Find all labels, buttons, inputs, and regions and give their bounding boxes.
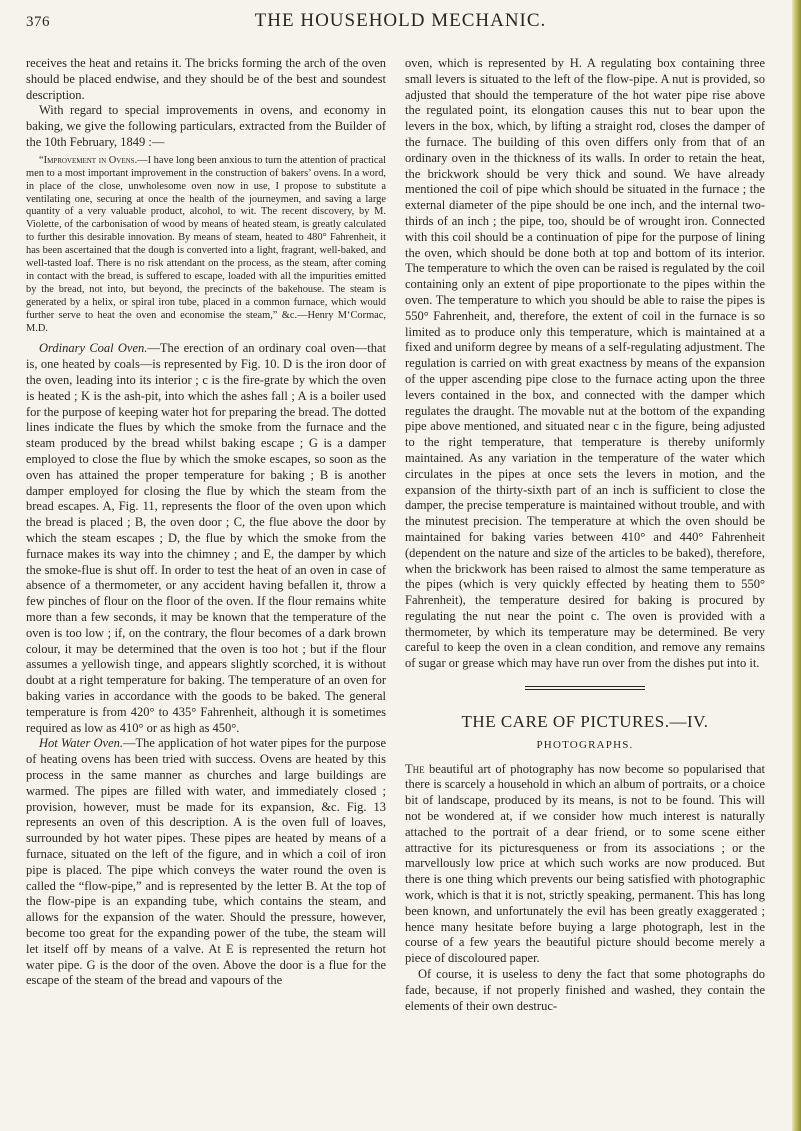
hot-water-oven-heading: Hot Water Oven. <box>39 736 124 751</box>
coal-oven-heading: Ordinary Coal Oven. <box>39 341 148 356</box>
running-head: THE HOUSEHOLD MECHANIC. <box>254 10 547 31</box>
special-improvements-paragraph: With regard to special improvements in ovens, and economy in baking, we give the following particulars, extracted from the Builder of the 10th February, 1849 :— <box>26 103 386 149</box>
photographs-body: beautiful art of photography has now become so popularised that there is scarcely a household in which an album of portraits, or a choice bit of landscape, produced by its means, is not to be found. This will not be wondered at, if we consider how much interest is naturally attached to the portrait of a dear friend, or to some scene either attractive for its picturesqueness or from its associations ; or the marvellously low price at which such works are now produced. But there is one thing which prevents our being satisfied with photographic work, which is that it is not, strictly speaking, permanent. This has long been known, and unfortunately the evil has been greatly exaggerated ; hence many hesitate before buying a large photograph, lest in the course of a few years the beautiful picture should become merely a piece of discoloured paper. <box>405 761 765 966</box>
photographs-paragraph <box>405 762 765 967</box>
hot-water-oven-body: —The application of hot water pipes for the purpose of heating ovens has been tried with success. Ovens are heated by this process in the same manner as churches and large buildings are warmed. The pipes are filled with water, and immediately closed ; provision, however, must be made for its expansion, &c. Fig. 13 represents an oven of this description. A is the oven full of loaves, surrounded by hot water pipes. These pipes are heated by means of a furnace, situated on the left of the figure, and in which a coil of iron pipe is placed. The pipe which conveys the water round the oven is called the “flow-pipe,” and is represented by the letter B. At the top of the flow-pipe is an expanding tube, which contains the steam, and allows for the expansion of the water. Should the pressure, however, become too great for the expanding power of the tube, the steam will let itself off by means of a valve. At E is represented the return hot water pipe. G is the door of the oven. Above the door is a flue for the escape of the steam of the bread and vapours of the <box>26 736 387 988</box>
photographs-paragraph-2: Of course, it is useless to deny the fact that some photographs do fade, because, if not properly finished and washed, they contain the elements of their own destruc- <box>405 967 765 1013</box>
intro-paragraph: receives the heat and retains it. The bricks forming the arch of the oven should be placed endwise, and they should be of the best and soundest description. <box>26 56 386 102</box>
continuation-paragraph: oven, which is represented by H. A regulating box containing three small levers is situated to the left of the flow-pipe. A nut is provided, so adjusted that should the temperature of the hot water pipe rise above the regulated point, its elongation causes this nut to bear upon the levers in the box, which, by lifting a straight rod, closes the damper of the furnace. The building of this oven differs only from that of an ordinary oven in the thickness of its walls. In order to retain the heat, the brickwork should be very thick and sound. We have already mentioned the coil of pipe which should be situated in the furnace ; the external diameter of the pipe should be one inch, and the internal two-thirds of an inch ; the pipe, too, should be of wrought iron. Connected with this coil should be a continuation of pipe for the purpose of lining the oven, which should be done both at top and bottom of its interior. The temperature to which the oven can be raised is regulated by the coil containing only an extent of pipe proportionate to the pipes within the oven. The temperature to which you should be able to raise the pipes is 550° Fahrenheit, and, therefore, the extent of coil in the furnace is so limited as to produce only this temperature, which is maintained at a fixed and uniform degree by means of a self-regulating adjustment. The regulation is carried on with great exactness by means of the expansion of the upper ascending pipe close to the furnace acting upon the three levers contained in the box, and connected with the damper which regulates the draught. The movable nut at the bottom of the expanding pipe above mentioned, and situated near c in the figure, being adjusted to the right temperature, that temperature is thereby uniformly maintained. As any variation in the temperature of the water which circulates in the pipes at once sets the levers in motion, and the expansion of the thirty-sixth part of an inch is sufficient to close the damper, the precise temperature is maintained without trouble, and with the minutest precision. The temperature at which the oven should be maintained for baking varies between 410° and 440° Fahrenheit (dependent on the nature and size of the articles to be baked), therefore, when the brickwork has been raised to almost the same temperature as the pipes (which is very quickly effected by heating them to 550° Fahrenheit), the temperature desired for baking is procured by regulating the nut near the point c. The oven is provided with a thermometer, by which its temperature may be determined. Be very careful to keep the oven in a clean condition, and remove any remains of sugar or grease which may have run over from the dishes put into it. <box>405 56 765 671</box>
quote-body: —I have long been anxious to turn the attention of practical men to a most important improvement in the construction of bakers’ ovens. In a word, in place of the close, unwholesome oven now in use, I propose to substitute a ventilating one, securing at once the health of the journeymen, and saving a large quantity of a very valuable product, alcohol, to wit. The recent discovery, by M. Violette, of the carbonisation of wood by means of heated steam, is greatly calculated to further this desirable innovation. By means of steam, heated to 480° Fahrenheit, it has been ascertained that the dough is converted into a light, fragrant, well-baked, and well-tasted loaf. There is no risk attendant on the process, as the steam, after coming in contact with the bread, is suffered to escape, loaded with all the impurities emitted by the bread, not into, but beyond, the precincts of the bakehouse. The steam is generated by a helix, or spiral iron tube, placed in a common furnace, which would further serve to heat the oven and economise the steam,” &c.—Henry M‘Cormac, M.D. <box>26 154 386 334</box>
hot-water-oven-paragraph <box>26 736 386 989</box>
coal-oven-body: —The erection of an ordinary coal oven—that is, one heated by coals—is represented by Fig. 10. D is the iron door of the oven, leading into its interior ; c is the fire-grate by which the oven is heated ; K is the ash-pit, into which the ashes fall ; A is a boiler used for the purpose of keeping water hot for preparing the bread. The dotted lines indicate the flues by which the smoke from the furnace and the steam produced by the bread whilst baking escape ; G is a damper employed to close the flue by which the smoke escapes, so soon as the oven has attained the proper temperature for baking ; B is another damper employed for closing the flue by which the steam from the bread escapes. A, Fig. 11, represents the floor of the oven upon which the bread is placed ; B, the oven door ; C, the flue above the door by which the steam escapes ; D, the flue by which the smoke from the furnace makes its way into the chimney ; and E, the damper by which the smoke-flue is shut off. In order to test the heat of an oven in case of absence of a thermometer, or any accident having befallen it, throw a few pinches of flour on the floor of the oven. If the flour remains white more than a few seconds, it may be known that the temperature of the oven is too low ; if, on the contrary, the flour becomes of a dark brown colour, it may be determined that the oven is too hot ; but if the flour assumes a yellowish tinge, and appears slightly scorched, it is without doubt at a right temperature for baking. The temperature of an oven for baking varies in accordance with the goods to be baked. The general temperature is from 420° to 435° Fahrenheit, although it is sometimes required as low as 410° or as high as 450°. <box>26 341 387 735</box>
quote-heading: “Improvement in Ovens. <box>39 154 138 166</box>
left-column <box>26 56 386 989</box>
page-edge-strip <box>792 0 801 1131</box>
photographs-lead-word: The <box>405 761 425 776</box>
section-title: THE CARE OF PICTURES.—IV. <box>461 712 709 732</box>
builder-quote <box>26 155 386 336</box>
section-divider <box>525 686 645 690</box>
right-column <box>405 56 765 1014</box>
coal-oven-paragraph <box>26 341 386 736</box>
section-subtitle: PHOTOGRAPHS. <box>536 738 634 751</box>
page-number: 376 <box>26 14 50 30</box>
